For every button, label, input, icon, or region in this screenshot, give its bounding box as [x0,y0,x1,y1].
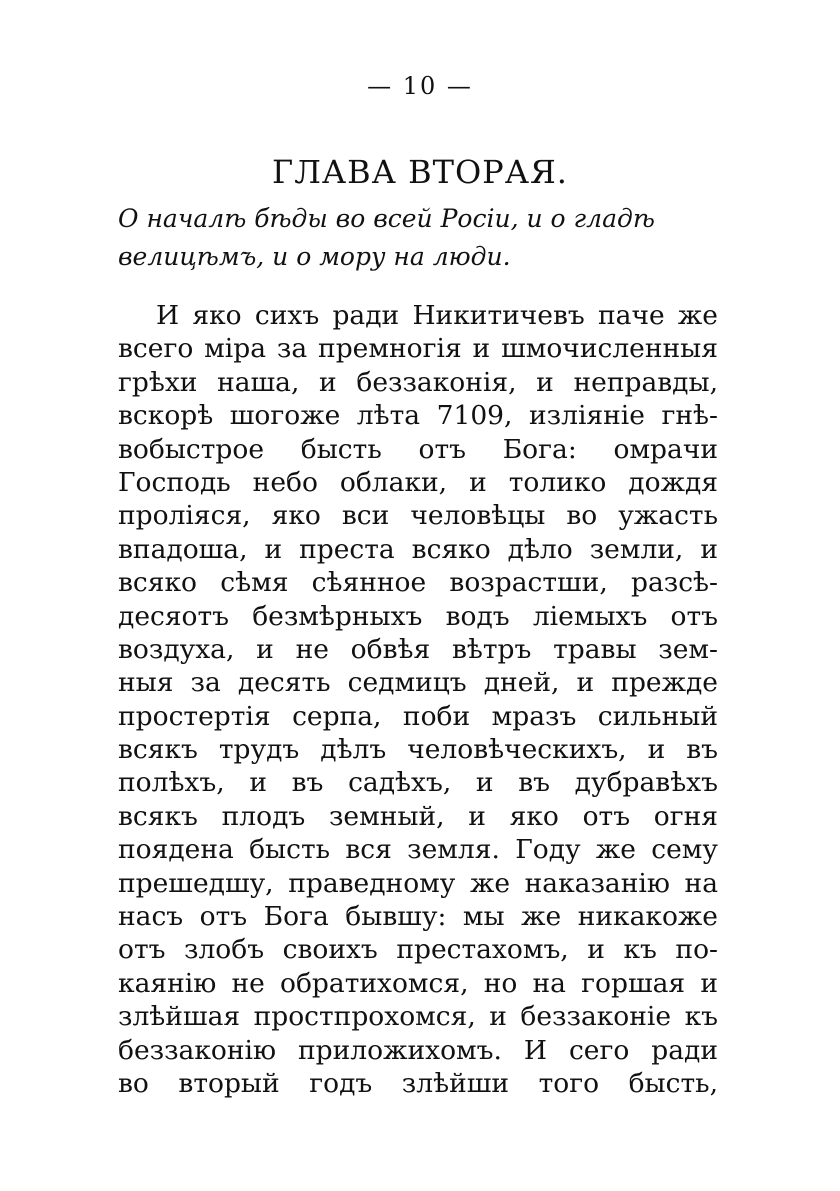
body-line: вскорѣ шогоже лѣта 7109, изліяніе гнѣ- [118,400,718,432]
page-number: — 10 — [367,72,473,100]
body-line: вобыстрое бысть отъ Бога: омрачи [118,433,718,465]
body-line: полѣхъ, и въ садѣхъ, и въ дубравѣхъ [118,767,718,799]
body-line: ныя за десять седмицъ дней, и прежде [118,667,718,699]
body-line: всякъ трудъ дѣлъ человѣческихъ, и въ [118,734,718,766]
subtitle-line: О началѣ бѣды во всей Росіи, и о гладѣ [118,204,655,233]
body-line: простертія серпа, поби мразъ сильный [118,700,718,732]
body-line: насъ отъ Бога бывшу: мы же никакоже [118,901,718,933]
body-line: всяко сѣмя сѣянное возрастши, разсѣ- [118,567,718,599]
body-line: десяотъ безмѣрныхъ водъ ліемыхъ отъ [118,600,718,632]
body-line: впадоша, и преста всяко дѣло земли, и [118,533,718,565]
body-line: Господь небо облаки, и толико дождя [118,466,718,498]
body-line: И яко сихъ ради Никитичевъ паче же [156,300,718,331]
body-line: во вторый годъ злѣйши того бысть, [118,1067,718,1099]
body-line: воздуха, и не обвѣя вѣтръ травы зем- [118,633,718,665]
body-line: каянію не обратихомся, но на горшая и [118,967,718,999]
body-line: всякъ плодъ земный, и яко отъ огня [118,800,718,832]
body-line: проліяся, яко вси человѣцы во ужасть [118,500,718,532]
body-line: беззаконію приложихомъ. И сего ради [118,1034,718,1066]
body-line: грѣхи наша, и беззаконія, и неправды, [118,366,718,398]
chapter-title: ГЛАВА ВТОРАЯ. [272,153,568,192]
body-line: поядена бысть вся земля. Году же сему [118,834,718,866]
body-text [118,299,718,1100]
body-line: отъ злобъ своихъ престахомъ, и къ по- [118,934,718,966]
body-line: злѣйшая простпрохомся, и беззаконіе къ [118,1001,718,1033]
subtitle-line: велицѣмъ, и о мору на люди. [118,242,511,271]
body-line: всего міра за премногія и шмочисленныя [118,333,718,365]
chapter-subtitle [118,200,718,276]
body-line: прешедшу, праведному же наказанію на [118,867,718,899]
